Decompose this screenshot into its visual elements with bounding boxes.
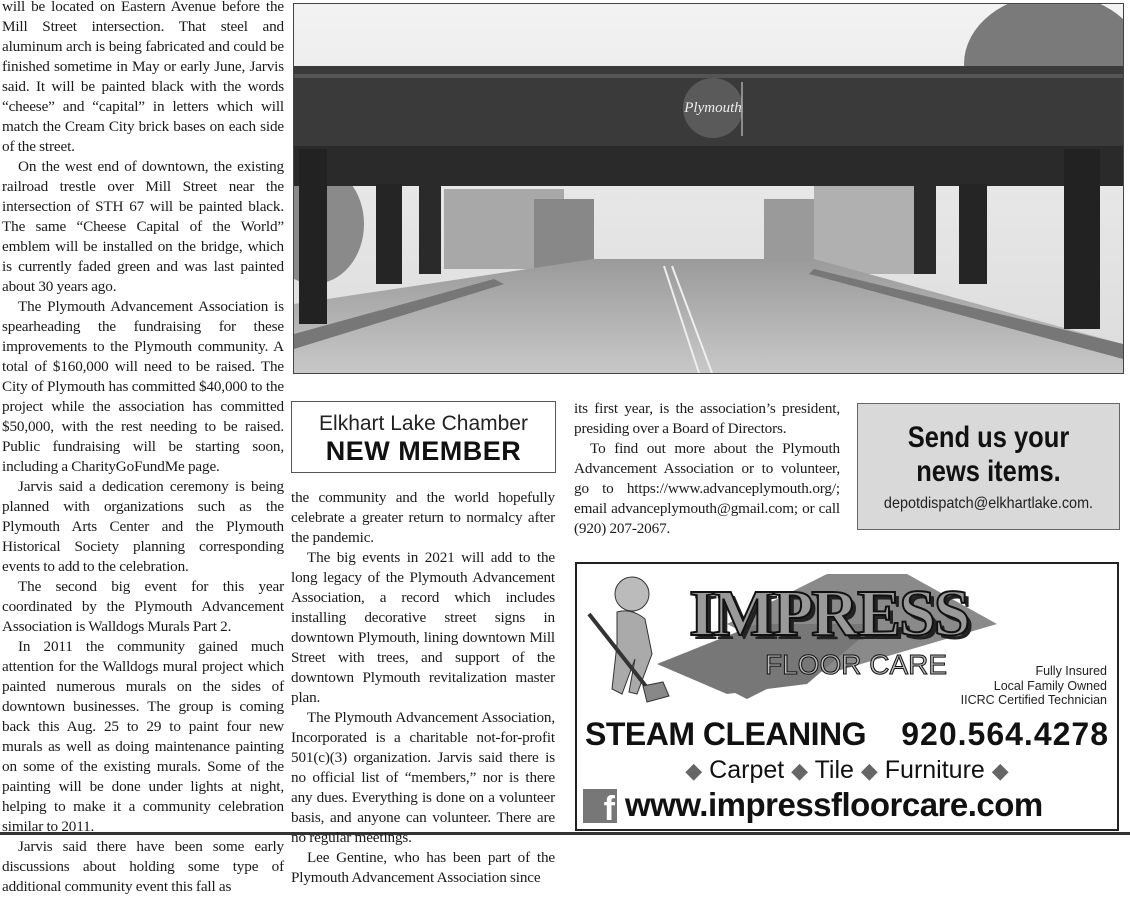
article-paragraph: its first year, is the association’s president, presiding over a Board of Directors. [574,400,840,437]
send-news-email[interactable]: depotdispatch@elkhartlake.com. [883,495,1094,512]
perk-item: IICRC Certified Technician [960,693,1107,707]
diamond-icon: ◆ [991,758,1009,783]
send-news-heading-2: news items. [916,455,1061,488]
ad-services [577,756,1117,785]
article-paragraph: The second big event for this year coordinated by the Plymouth Advancement Association is Walldogs Murals Part 2. [2,578,284,635]
perk-item: Fully Insured [1035,664,1107,678]
ad-headline: STEAM CLEANING [585,716,866,752]
impress-floor-care-ad [575,562,1119,831]
service-item: Tile [814,756,854,784]
svg-text:Plymouth: Plymouth [684,100,742,116]
ad-subbrand: FLOOR CARE [765,649,948,680]
bridge-photo [293,3,1124,374]
article-paragraph: On the west end of downtown, the existing railroad trestle over Mill Street near the intersection of STH 67 will be painted black. The same “Cheese Capital of the World” emblem will be installed on the bridge, which is currently faded green and was last painted about 30 years ago. [2,158,284,295]
article-paragraph: the community and the world hopefully celebrate a greater return to normalcy after the pandemic. [291,489,555,546]
article-column-3 [574,399,840,539]
service-item: Furniture [884,756,985,784]
article-paragraph: To find out more about the Plymouth Advancement Association or to volunteer, go to https://www.advanceplymouth.org/; email advanceplymouth@gmail.com; or call (920) 207-2067. [574,440,840,537]
perk-item: Local Family Owned [993,678,1107,693]
facebook-icon[interactable]: f [583,789,617,823]
ad-phone[interactable]: 920.564.4278 [901,716,1109,752]
article-column-1 [2,0,284,897]
diamond-icon: ◆ [791,758,809,783]
chamber-new-member-box [291,401,556,473]
ad-perks [961,664,1107,708]
article-column-2 [291,488,555,888]
diamond-icon: ◆ [860,758,878,783]
article-paragraph: In 2011 the community gained much attention for the Walldogs mural project which painted numerous murals on the sides of downtown businesses. The group is coming back this Aug. 25 to 29 to paint four new murals as well as doing maintenance painting on some of the existing murals. Some of the painting will be done under lights at night, helping to make it a community celebration similar to 2011. [2,638,284,835]
article-paragraph: The big events in 2021 will add to the long legacy of the Plymouth Advancement Association, a record which includes installing decorative street signs in downtown Plymouth, lining downtown Mill Street with trees, and support of the downtown Plymouth revitalization master plan. [291,549,555,706]
article-paragraph: The Plymouth Advancement Association, Incorporated is a charitable not-for-profit 501(c)(3) organization. Jarvis said there is no official list of “members,” nor is there any dues. Everything is done on a volunteer basis, and anyone can volunteer. There are no regular meetings. [291,709,555,846]
article-paragraph: Lee Gentine, who has been part of the Plymouth Advancement Association since [291,849,555,886]
article-paragraph: Jarvis said there have been some early discussions about holding some type of additional community event this fall as [2,838,284,895]
new-member-heading: NEW MEMBER [325,436,522,466]
article-paragraph: will be located on Eastern Avenue before the Mill Street intersection. That steel and aluminum arch is being fabricated and could be finished sometime in May or early June, Jarvis said. It will be painted black with the words “cheese” and “capital” in letters which will match the Cream City brick bases on each side of the street. [2,0,284,155]
ad-brand-logo: IMPRESS [689,577,969,650]
diamond-icon: ◆ [685,758,703,783]
ad-website-link[interactable]: www.impressfloorcare.com [625,786,1043,823]
article-paragraph: Jarvis said a dedication ceremony is being planned with organizations such as the Plymouth Arts Center and the Plymouth Historical Society planning corresponding events to add to the celebration. [2,478,284,575]
chamber-title: Elkhart Lake Chamber [319,412,528,435]
send-news-box [857,403,1120,530]
article-paragraph: The Plymouth Advancement Association is spearheading the fundraising for these improvements to the Plymouth community. A total of $160,000 will need to be raised. The City of Plymouth has committed $40,000 to the project while the association has committed $50,000, with the rest needing to be raised. Public fundraising will be starting soon, including a CharityGoFundMe page. [2,298,284,475]
service-item: Carpet [709,756,785,784]
steam-cleaner-figure-icon [589,577,669,702]
send-news-heading-1: Send us your [907,421,1070,454]
